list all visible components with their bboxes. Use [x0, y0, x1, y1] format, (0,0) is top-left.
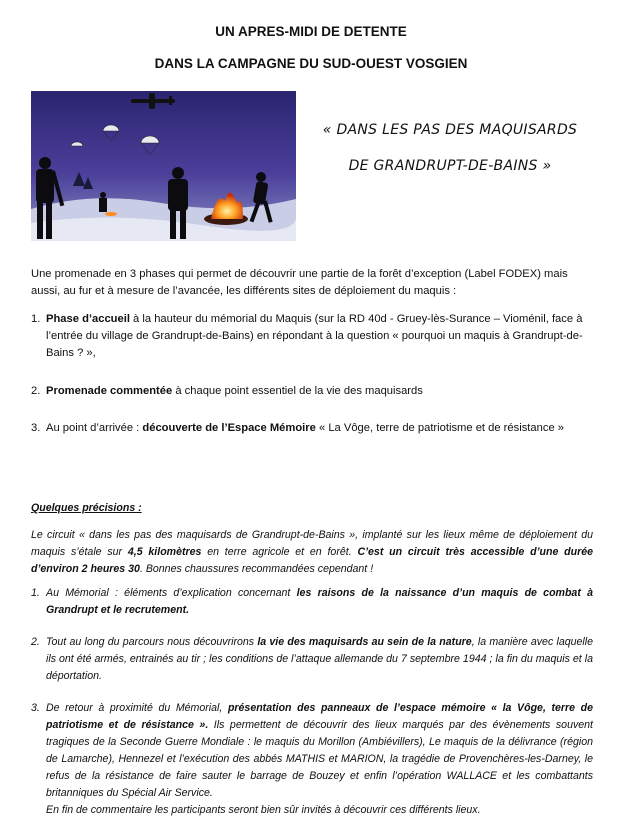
precisions-heading: Quelques précisions :	[31, 502, 142, 514]
phase-item-2	[31, 383, 593, 400]
phase-number: 3.	[31, 422, 41, 434]
phase-text: à la hauteur du mémorial du Maquis (sur la RD 40d - Gruey-lès-Surance – Vioménil, face à l’entrée du village de Grandrupt-de-Bains) en répondant à la question « pourquoi un maquis à Grandrupt-de-Bains ? »,	[46, 313, 583, 359]
page-title-line2: DANS LA CAMPAGNE DU SUD-OUEST VOSGIEN	[154, 56, 468, 71]
phase-text: « La Vôge, terre de patriotisme et de résistance »	[315, 422, 565, 434]
maquisards-night-scene-icon	[31, 91, 296, 241]
phase-number: 1.	[31, 313, 41, 325]
intro-paragraph: Une promenade en 3 phases qui permet de découvrir une partie de la forêt d’exception (Label FODEX) mais aussi, au fur et à mesure de l’avancée, les différents sites de déploiement du maquis :	[31, 268, 568, 297]
precision-item-1: 1. Au Mémorial : éléments d’explication concernant les raisons de la naissance d’un maquis de combat à Grandrupt et le recrutement.	[31, 587, 593, 616]
phase-number: 2.	[31, 385, 41, 397]
subtitle-line1: « DANS LES PAS DES MAQUISARDS	[322, 122, 578, 138]
precisions-paragraph: Le circuit « dans les pas des maquisards de Grandrupt-de-Bains », implanté sur les lieux même de déploiement du maquis s’étale sur 4,5 kilomètres en terre agricole et en forêt. C’est un circuit très accessible d’une durée d’environ 2 heures 30. Bonnes chaussures recommandées cependant !	[31, 529, 593, 575]
phase-bold: Promenade commentée	[46, 385, 173, 397]
phase-item-3	[31, 420, 593, 437]
phase-text: à chaque point essentiel de la vie des maquisards	[172, 385, 423, 397]
page-title-line1: UN APRES-MIDI DE DETENTE	[215, 24, 407, 39]
precision-item-3: 3. De retour à proximité du Mémorial, présentation des panneaux de l’espace mémoire « la Vôge, terre de patriotisme et de résistance ». Ils permettent de découvrir des lieux marqués par des évènements souvent tragiques de la Seconde Guerre Mondiale : le maquis du Morillon (Ambiévillers), Le maquis de la délivrance (région de Lamarche), Hennezel et l’exécution des abbés MATHIS et MARION, la tragédie de Provenchères-les-Darney, le refus de la résistance de faire sauter le barrage de Bouzey et enfin l’opération WALLACE et les combattants britanniques du Spécial Air Service. En fin de commentaire les participants seront bien sûr invités à découvrir ces différents lieux.	[31, 702, 593, 816]
phase-bold: Phase d’accueil	[46, 313, 130, 325]
phase-bold: découverte de l’Espace Mémoire	[142, 422, 316, 434]
subtitle-line2: DE GRANDRUPT-DE-BAINS »	[348, 158, 552, 174]
precision-item-2: 2. Tout au long du parcours nous découvrirons la vie des maquisards au sein de la nature, la manière avec laquelle ils ont été armés, entrainés au tir ; les conditions de l’attaque allemande du 7 septembre 1944 ; la fin du maquis et la déportation.	[31, 636, 594, 682]
phase-item-1	[31, 311, 593, 362]
phase-pre: Au point d’arrivée :	[46, 422, 143, 434]
